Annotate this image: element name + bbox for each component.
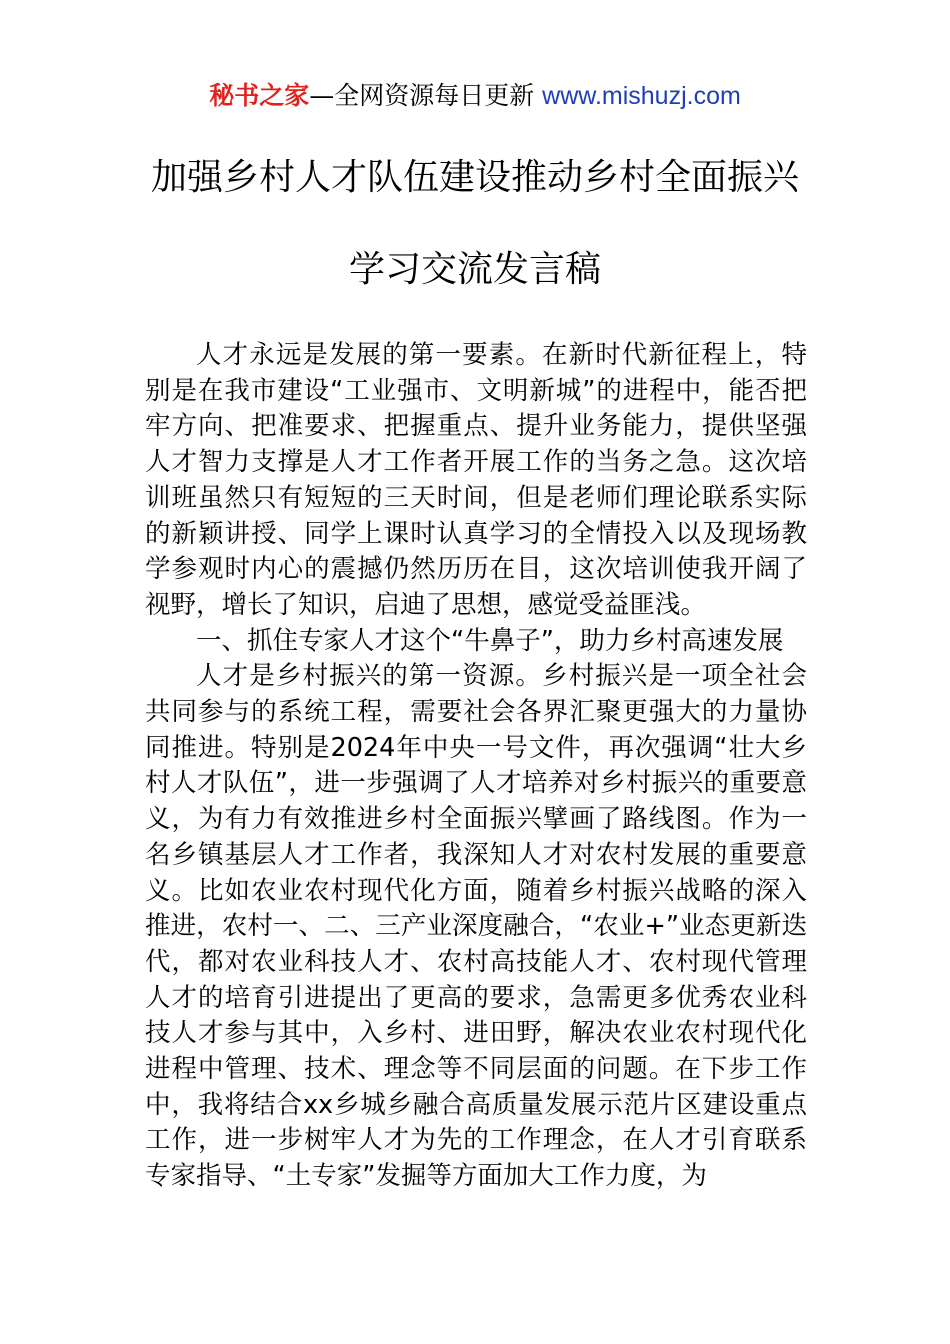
document-title-line-2: 学习交流发言稿 — [348, 249, 601, 290]
section-heading-1: 一、抓住专家人才这个“牛鼻子”，助力乡村高速发展 — [196, 625, 784, 656]
header-tagline: —全网资源每日更新 — [309, 81, 543, 110]
document-title-line-1: 加强乡村人才队伍建设推动乡村全面振兴 — [150, 157, 799, 198]
brand-name: 秘书之家 — [209, 81, 310, 110]
document-body — [145, 338, 807, 1195]
site-header — [0, 78, 950, 114]
site-url-link[interactable]: www.mishuzj.com — [542, 82, 741, 110]
paragraph-section-1: 人才是乡村振兴的第一资源。乡村振兴是一项全社会共同参与的系统工程，需要社会各界汇聚更强大的力量协同推进。特别是2024年中央一号文件，再次强调“壮大乡村人才队伍”，进一步强调了人才培养对乡村振兴的重要意义，为有力有效推进乡村全面振兴擘画了路线图。作为一名乡镇基层人才工作者，我深知人才对农村发展的重要意义。比如农业农村现代化方面，随着乡村振兴战略的深入推进，农村一、二、三产业深度融合，“农业+”业态更新迭代，都对农业科技人才、农村高技能人才、农村现代管理人才的培育引进提出了更高的要求，急需更多优秀农业科技人才参与其中，入乡村、进田野，解决农业农村现代化进程中管理、技术、理念等不同层面的问题。在下步工作中，我将结合xx乡城乡融合高质量发展示范片区建设重点工作，进一步树牢人才为先的工作理念，在人才引育联系专家指导、“土专家”发掘等方面加大工作力度，为 — [145, 661, 807, 1192]
paragraph-intro: 人才永远是发展的第一要素。在新时代新征程上，特别是在我市建设“工业强市、文明新城”的进程中，能否把牢方向、把准要求、把握重点、提升业务能力，提供坚强人才智力支撑是人才工作者开展工作的当务之急。这次培训班虽然只有短短的三天时间，但是老师们理论联系实际的新颖讲授、同学上课时认真学习的全情投入以及现场教学参观时内心的震撼仍然历历在目，这次培训使我开阔了视野，增长了知识，启迪了思想，感觉受益匪浅。 — [145, 340, 807, 620]
